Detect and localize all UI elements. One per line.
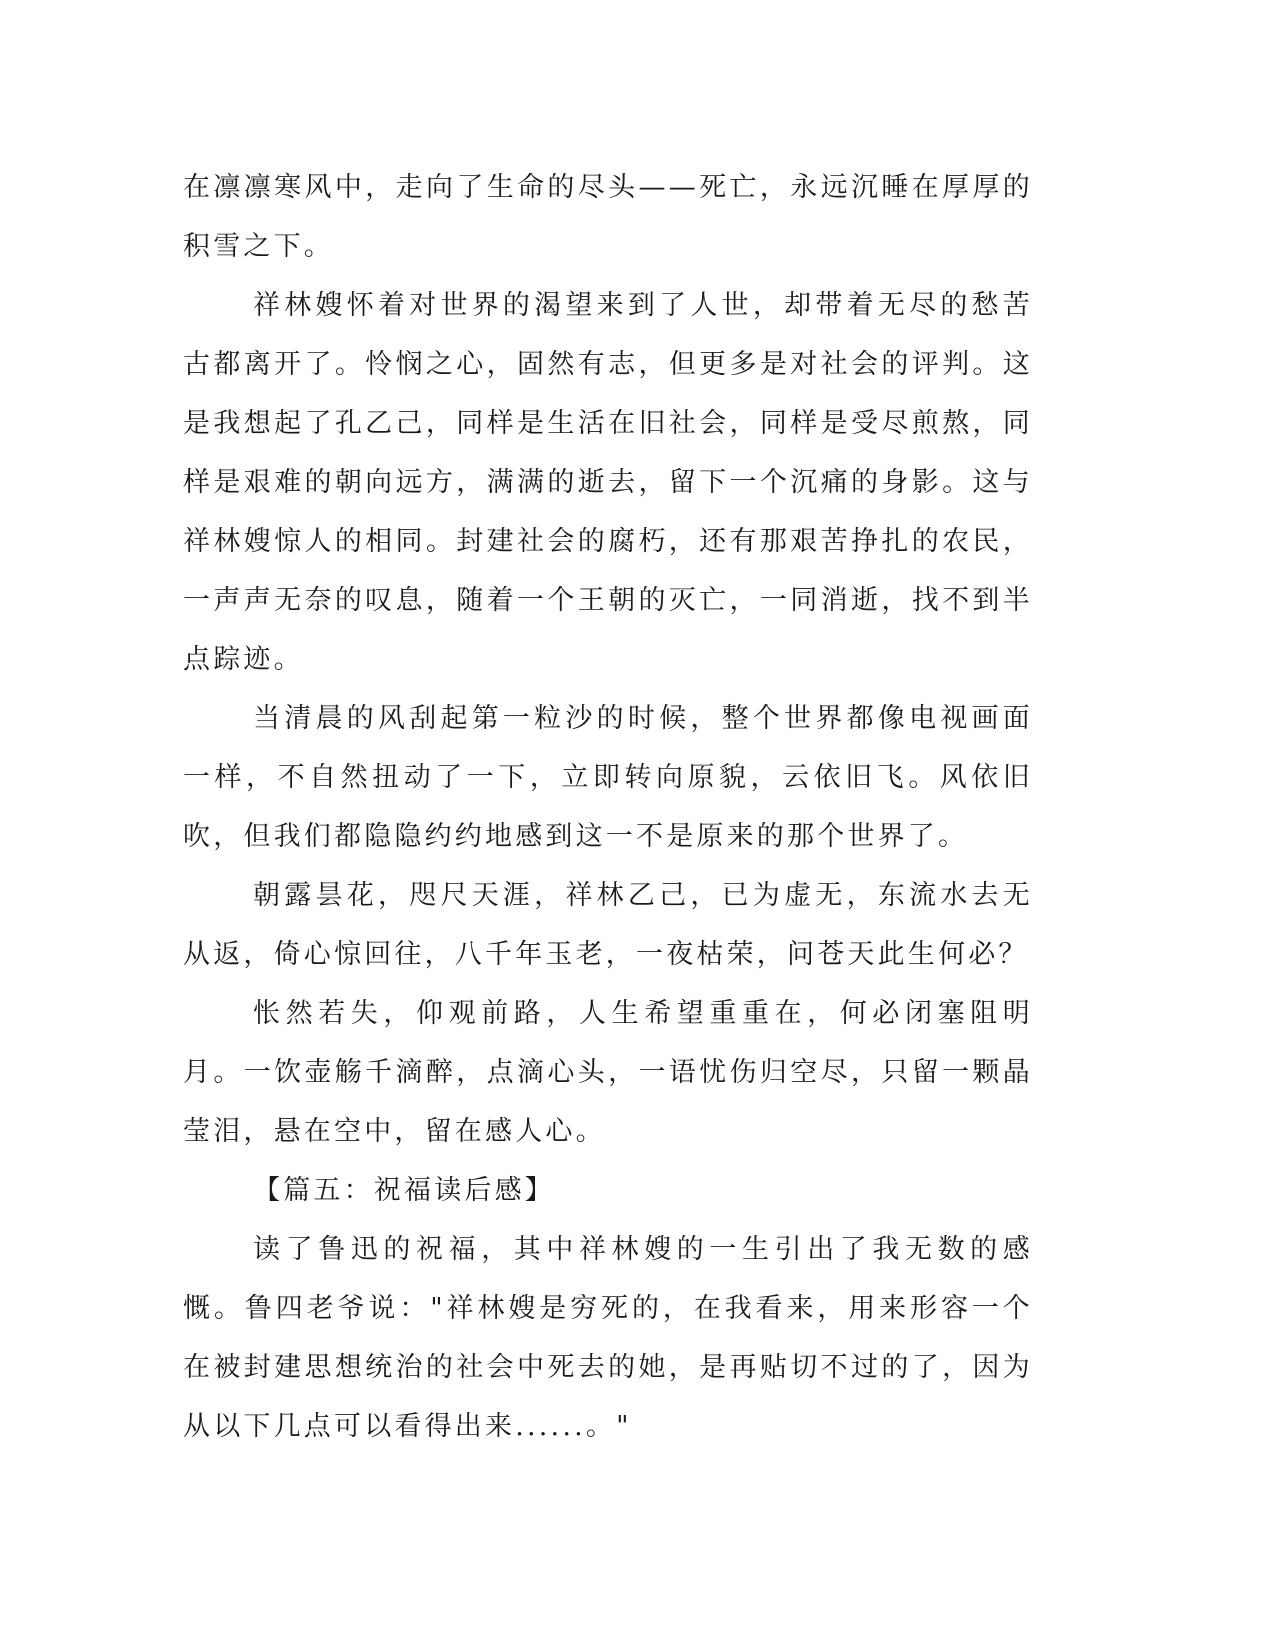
paragraph-reading-reflection: 读了鲁迅的祝福，其中祥林嫂的一生引出了我无数的感慨。鲁四老爷说："祥林嫂是穷死的，在我看来，用来形容一个在被封建思想统治的社会中死去的她，是再贴切不过的了，因为从以下几点可以看得出来......。" [183,1234,1033,1442]
section-heading: 【篇五：祝福读后感】 [253,1175,555,1206]
paragraph-melancholy: 怅然若失，仰观前路，人生希望重重在，何必闭塞阻明月。一饮壶觞千滴醉，点滴心头，一语忧伤归空尽，只留一颗晶莹泪，悬在空中，留在感人心。 [183,998,1033,1147]
paragraph-xianglinsao: 祥林嫂怀着对世界的渴望来到了人世，却带着无尽的愁苦古都离开了。怜悯之心，固然有志，但更多是对社会的评判。这是我想起了孔乙己，同样是生活在旧社会，同样是受尽煎熬，同样是艰难的朝向远方，满满的逝去，留下一个沉痛的身影。这与祥林嫂惊人的相同。封建社会的腐朽，还有那艰苦挣扎的农民，一声声无奈的叹息，随着一个王朝的灭亡，一同消逝，找不到半点踪迹。 [183,290,1033,675]
paragraph-morning-wind: 当清晨的风刮起第一粒沙的时候，整个世界都像电视画面一样，不自然扭动了一下，立即转向原貌，云依旧飞。风依旧吹，但我们都隐隐约约地感到这一不是原来的那个世界了。 [183,703,1033,852]
document-body [183,158,1033,1456]
paragraph-continuation: 在凛凛寒风中，走向了生命的尽头——死亡，永远沉睡在厚厚的积雪之下。 [183,172,1033,262]
paragraph-morning-dew: 朝露昙花，咫尺天涯，祥林乙己，已为虚无，东流水去无从返，倚心惊回往，八千年玉老，一夜枯荣，问苍天此生何必？ [183,880,1033,970]
